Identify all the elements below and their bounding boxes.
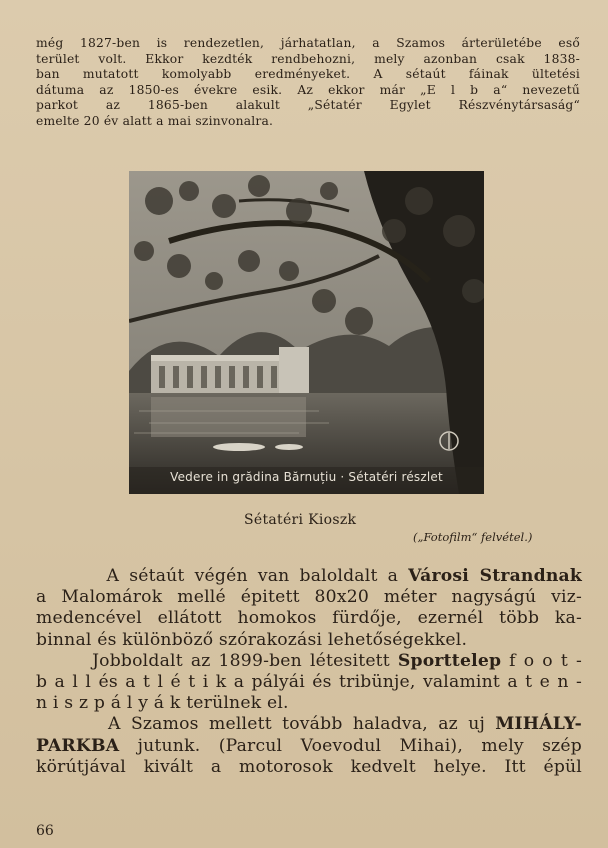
text-line: dátuma az 1850-es évekre esik. Az ekkor már „E l b a“ nevezetű — [36, 82, 580, 97]
text-line: ban mutatott komolyabb eredményeket. A sétaút fáinak ültetési — [36, 67, 580, 82]
text-line: terület volt. Ekkor kezdték rendbehozni, mely azonban csak 1838- — [36, 51, 580, 66]
text-line: A sétaút végén van baloldalt a Városi Strandnak — [106, 566, 582, 586]
text-line: n i s z p á l y á k terülnek el. — [36, 693, 289, 714]
text-line: még 1827-ben is rendezetlen, járhatatlan, a Szamos árterületébe eső — [36, 36, 580, 50]
bold-term: MIHÁLY- — [495, 714, 582, 735]
photo-caption: Sétatéri Kioszk — [244, 512, 357, 528]
photo-illustration — [129, 171, 484, 494]
text-line: binnal és különböző szórakozási lehetőségekkel. — [36, 629, 468, 650]
text-line: körútjával kivált a motorosok kedvelt helye. Itt épül — [36, 756, 582, 777]
photo-credit: („Fotofilm“ felvétel.) — [413, 530, 533, 544]
bold-term: Városi Strandnak — [408, 566, 582, 586]
text-line: A Szamos mellett tovább haladva, az uj MIHÁLY- — [108, 714, 582, 735]
text-line: Jobboldalt az 1899-ben létesitett Sporttelep f o o t - — [92, 650, 582, 671]
intro-paragraph — [36, 36, 580, 130]
text-line: a Malomárok mellé épitett 80x20 méter nagyságú viz- — [36, 587, 582, 608]
body-text — [36, 566, 582, 778]
text-line: medencével ellátott homokos fürdője, ezernél több ka- — [36, 608, 582, 629]
bold-term: Sporttelep — [397, 650, 502, 671]
bold-term: PARKBA — [36, 735, 120, 756]
photo-overlay-caption: Vedere in grădina Bărnuțiu · Sétatéri részlet — [170, 470, 443, 484]
page-number: 66 — [36, 823, 54, 839]
park-kiosk-photo — [129, 171, 484, 494]
text-line: emelte 20 év alatt a mai szinvonalra. — [36, 113, 274, 128]
text-line: b a l l és a t l é t i k a pályái és tribünje, valamint a t e n - — [36, 672, 582, 693]
text-line: PARKBA jutunk. (Parcul Voevodul Mihai), mely szép — [36, 735, 582, 756]
text-line: parkot az 1865-ben alakult „Sétatér Egylet Részvénytársaság“ — [36, 98, 580, 113]
